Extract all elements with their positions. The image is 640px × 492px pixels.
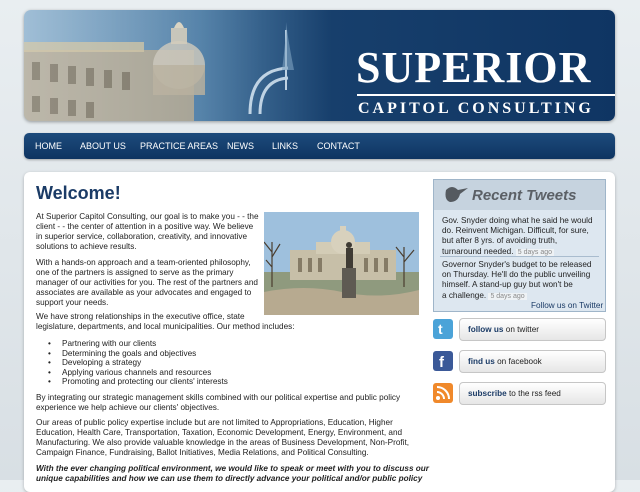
- site-subtitle: CAPITOL CONSULTING: [358, 100, 594, 117]
- follow-twitter-button[interactable]: follow us on twitter: [459, 318, 606, 341]
- expertise-paragraph: Our areas of public policy expertise include but are not limited to Appropriations, Education, Higher Education, Health Care, Transportation, Taxation, Economic Development, Energy, Environment, and Manufacturing. We also provide valuable knowledge in the areas of Business Development, Non-Profit, Campaign Finance, Fundraising, Ballot Initiatives, Media Relations, and Political Consulting.: [36, 418, 410, 458]
- approach-paragraph: With a hands-on approach and a team-oriented philosophy, one of the partners is assigned to serve as the primary manager of our activities for you. The rest of the partners and associates are available as your advocates and engaged to support your needs.: [36, 258, 258, 308]
- relationships-paragraph: We have strong relationships in the executive office, state legislature, departments, and local municipalities. Our method includes:: [36, 312, 295, 332]
- nav-contact[interactable]: CONTACT: [317, 141, 360, 151]
- intro-paragraph: At Superior Capitol Consulting, our goal is to make you - - the client - - the center of attention in a positive way. We believe in superior service, collaboration, creativity, and innovative solutions to achieve results.: [36, 212, 259, 252]
- tweet-item: Gov. Snyder doing what he said he would do. Reinvent Michigan. Difficult, for sure, but after 8 yrs. of avoiding truth, turnaround needed. 5 days ago: [442, 216, 593, 256]
- facebook-icon[interactable]: [433, 351, 453, 371]
- tweet-item: Governor Snyder's budget to be released on Thursday. He'll do the public unveiling himself. A stand-up guy but won't be a challenge. 5 days ago: [442, 260, 592, 300]
- nav-links[interactable]: LINKS: [272, 141, 299, 151]
- tweets-title: Recent Tweets: [472, 187, 577, 204]
- list-item: • Developing a strategy: [48, 358, 228, 368]
- list-item: • Determining the goals and objectives: [48, 349, 228, 359]
- integrating-paragraph: By integrating our strategic management skills combined with our political expertise and public policy experience we help achieve our clients' objectives.: [36, 393, 401, 413]
- twitter-icon[interactable]: [433, 319, 453, 339]
- nav-about-us[interactable]: ABOUT US: [80, 141, 126, 151]
- subscribe-rss-button[interactable]: subscribe to the rss feed: [459, 382, 606, 405]
- capitol-photo: [264, 212, 419, 315]
- rss-icon[interactable]: [433, 383, 453, 403]
- list-item: • Promoting and protecting our clients' interests: [48, 377, 228, 387]
- tweet-time[interactable]: 5 days ago: [490, 292, 525, 300]
- tweet-divider: [440, 256, 599, 257]
- nav-practice-areas[interactable]: PRACTICE AREAS: [140, 141, 219, 151]
- header-banner: [24, 10, 615, 121]
- nav-news[interactable]: NEWS: [227, 141, 254, 151]
- list-item: • Applying various channels and resources: [48, 368, 228, 378]
- list-item: • Partnering with our clients: [48, 339, 228, 349]
- nav-home[interactable]: HOME: [35, 141, 62, 151]
- method-list: [48, 339, 228, 387]
- title-divider: [357, 94, 615, 96]
- follow-twitter-link[interactable]: Follow us on Twitter: [531, 301, 604, 310]
- closing-paragraph: With the ever changing political environment, we would like to speak or meet with you to discuss our unique capabilities and how we can use them to directly advance your political and/or public policy: [36, 464, 429, 484]
- main-nav: [24, 133, 615, 159]
- site-title[interactable]: SUPERIOR: [356, 43, 592, 92]
- page-title: Welcome!: [36, 183, 121, 203]
- svg-text:t: t: [438, 321, 443, 337]
- find-facebook-button[interactable]: find us on facebook: [459, 350, 606, 373]
- tweets-header: [434, 180, 605, 210]
- tweet-time[interactable]: 5 days ago: [517, 248, 553, 256]
- svg-text:f: f: [439, 354, 444, 371]
